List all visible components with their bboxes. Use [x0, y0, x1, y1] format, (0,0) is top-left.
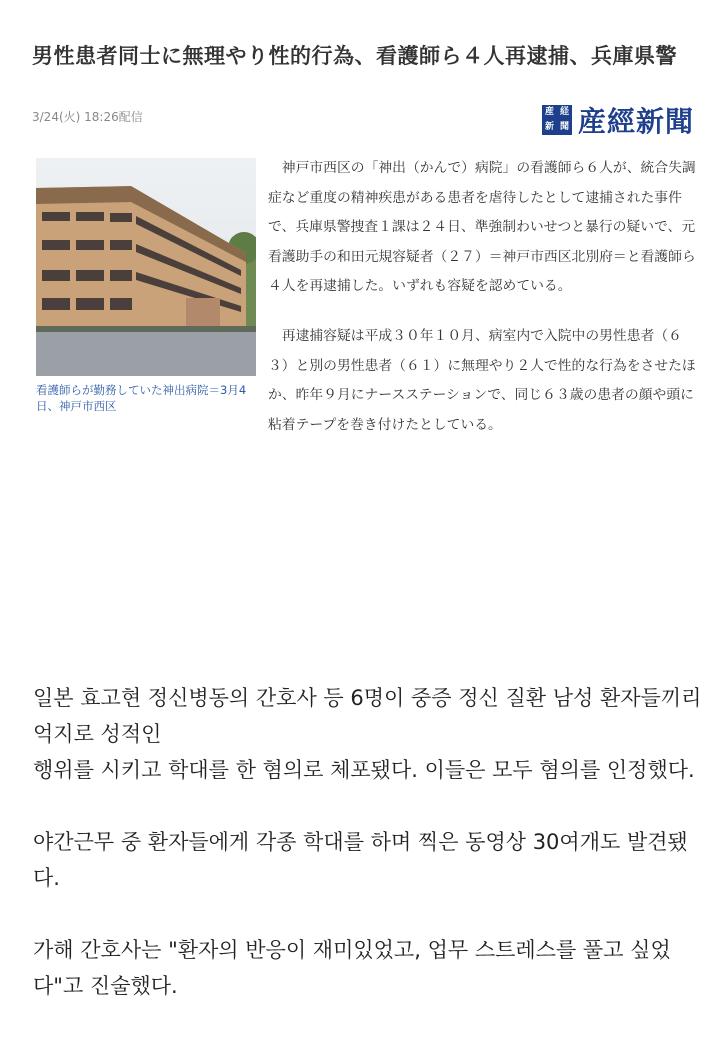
sankei-logo-mark-icon: [542, 105, 572, 135]
commentary-line: 일본 효고현 정신병동의 간호사 등 6명이 중증 정신 질환 남성 환자들끼리 억지로 성적인: [33, 686, 702, 746]
article-headline: 男性患者同士に無理やり性的行為、看護師ら４人再逮捕、兵庫県警: [32, 44, 677, 69]
photo-caption: 看護師らが勤務していた神出病院＝3月4日、神戸市西区: [36, 383, 247, 413]
commentary-paragraph: 가해 간호사는 "환자의 반응이 재미있었고, 업무 스트레스를 풀고 싶었다"고 진술했다.: [33, 938, 671, 998]
logo-char: 経: [559, 107, 569, 117]
logo-char: 聞: [559, 122, 569, 132]
commentary-line: 행위를 시키고 학대를 한 혐의로 체포됐다. 이들은 모두 혐의를 인정했다.: [33, 758, 695, 782]
logo-char: 新: [544, 122, 554, 132]
article-meta: [32, 100, 694, 140]
commentary-paragraph: [33, 680, 703, 788]
korean-commentary: [33, 680, 703, 1040]
commentary-paragraph: 야간근무 중 환자들에게 각종 학대를 하며 찍은 동영상 30여개도 발견됐다.: [33, 830, 688, 890]
source-name: 産經新聞: [577, 105, 694, 138]
logo-char: 産: [544, 107, 554, 117]
publish-date: 3/24(火) 18:26配信: [32, 110, 143, 124]
article-paragraph: 神戸市西区の「神出（かんで）病院」の看護師ら６人が、統合失調症など重度の精神疾患がある患者を虐待したとして逮捕された事件で、兵庫県警捜査１課は２４日、準強制わいせつと暴行の疑いで、元看護助手の和田元規容疑者（２７）＝神戸市西区北別府＝と看護師ら４人を再逮捕した。いずれも容疑を認めている。: [268, 160, 696, 295]
japanese-article-body: [36, 154, 696, 454]
article-paragraph: 再逮捕容疑は平成３０年１０月、病室内で入院中の男性患者（６３）と別の男性患者（６１）に無理やり２人で性的な行為をさせたほか、昨年９月にナースステーションで、同じ６３歳の患者の顔や頭に粘着テープを巻き付けたとしている。: [268, 327, 696, 433]
source-logo[interactable]: [542, 100, 694, 140]
